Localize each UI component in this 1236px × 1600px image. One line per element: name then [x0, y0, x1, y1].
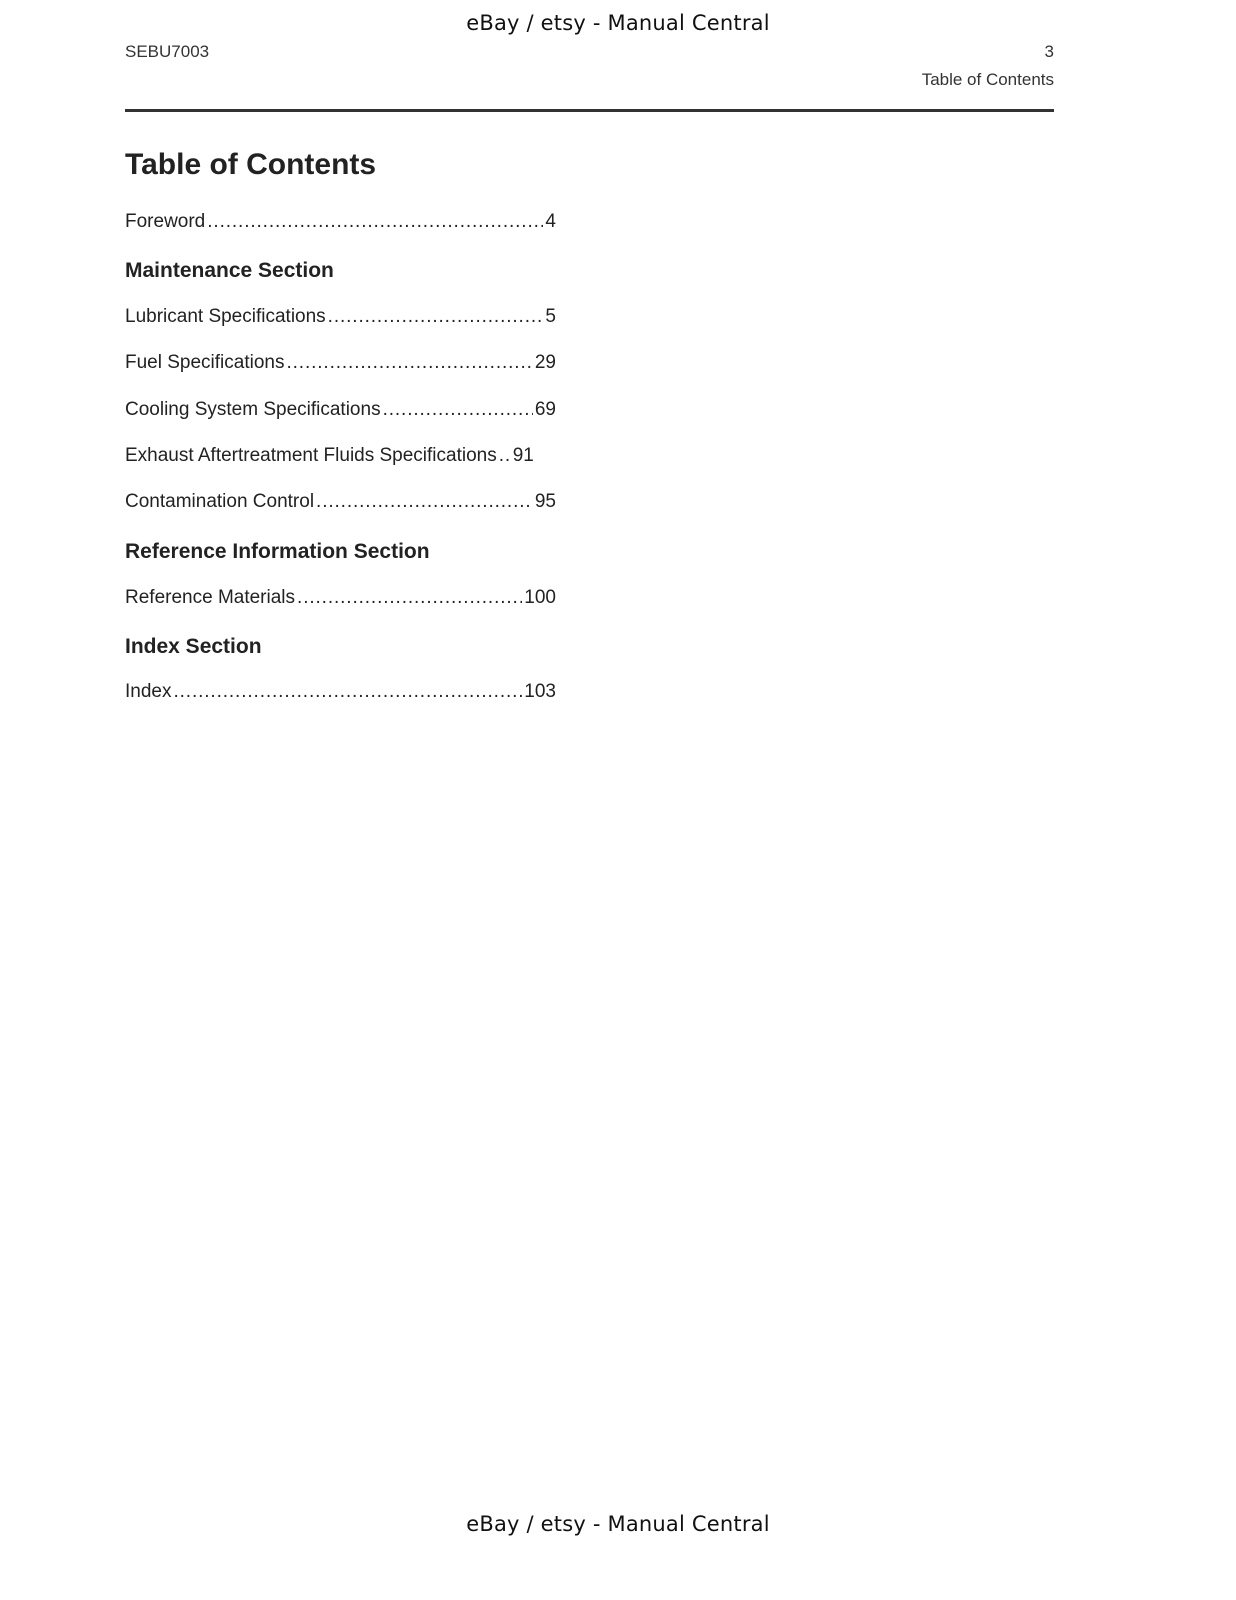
dot-leader — [328, 306, 544, 328]
watermark-top: eBay / etsy - Manual Central — [466, 11, 770, 35]
toc-entry-page: 5 — [545, 306, 556, 327]
toc-entry-label: Lubricant Specifications — [125, 306, 326, 327]
dot-leader — [499, 445, 511, 467]
dot-leader — [286, 352, 532, 374]
toc-entry-page: 91 — [512, 445, 534, 466]
toc-entry-label: Index — [125, 681, 172, 702]
toc-entry-label: Contamination Control — [125, 491, 315, 512]
dot-leader — [207, 211, 543, 233]
toc-entry-label: Reference Materials — [125, 587, 296, 608]
toc-entry-page: 95 — [534, 491, 556, 512]
toc-entry-label: Foreword — [125, 211, 206, 232]
dot-leader — [297, 587, 522, 609]
toc-entry-page: 29 — [534, 352, 556, 373]
toc-entry-reference-materials[interactable] — [125, 587, 556, 609]
toc-entry-page: 4 — [545, 211, 556, 232]
toc-entry-label: Cooling System Specifications — [125, 399, 381, 420]
running-title: Table of Contents — [921, 70, 1054, 89]
toc-entry-fuel[interactable] — [125, 352, 556, 374]
toc-entry-lubricant[interactable] — [125, 306, 556, 328]
toc-entry-index[interactable] — [125, 681, 556, 703]
toc-entry-exhaust[interactable] — [125, 445, 556, 467]
dot-leader — [316, 491, 533, 513]
dot-leader — [383, 399, 533, 421]
toc-entry-label: Fuel Specifications — [125, 352, 285, 373]
document-id: SEBU7003 — [125, 42, 210, 61]
toc-entry-foreword[interactable] — [125, 211, 556, 233]
header-rule — [125, 109, 1054, 112]
toc-entry-page: 100 — [524, 587, 556, 608]
dot-leader — [173, 681, 522, 703]
toc-entry-cooling[interactable] — [125, 399, 556, 421]
page-title: Table of Contents — [125, 148, 377, 181]
section-heading-index: Index Section — [125, 635, 262, 658]
toc-entry-page: 69 — [534, 399, 556, 420]
page-number: 3 — [1044, 42, 1054, 61]
toc-entry-page: 103 — [524, 681, 556, 702]
section-heading-reference: Reference Information Section — [125, 540, 430, 563]
toc-entry-label: Exhaust Aftertreatment Fluids Specifications — [125, 445, 497, 466]
watermark-bottom: eBay / etsy - Manual Central — [466, 1512, 770, 1536]
toc-entry-contamination[interactable] — [125, 491, 556, 513]
section-heading-maintenance: Maintenance Section — [125, 259, 334, 282]
